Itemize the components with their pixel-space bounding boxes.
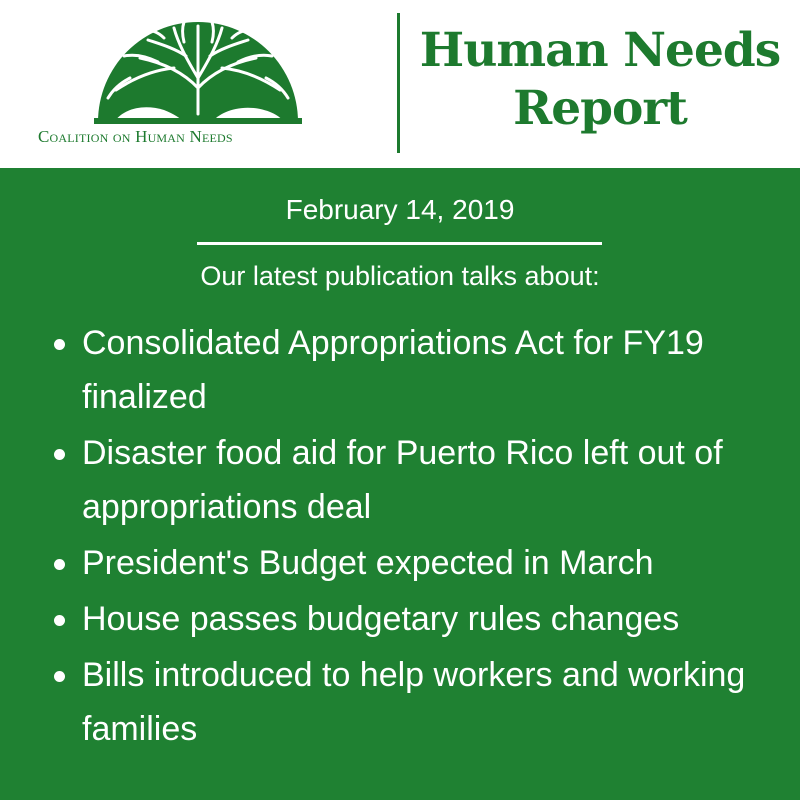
tree-logo-icon — [94, 18, 302, 124]
list-item — [82, 426, 782, 534]
topic-text: House passes budgetary rules changes — [82, 600, 680, 638]
list-item — [82, 648, 782, 756]
topic-text: Bills introduced to help workers and working families — [82, 656, 746, 748]
date-underline — [197, 242, 602, 245]
list-item — [82, 536, 782, 590]
bullet-icon — [54, 559, 65, 570]
bullet-icon — [54, 449, 65, 460]
bullet-icon — [54, 339, 65, 350]
bullet-icon — [54, 671, 65, 682]
report-title-line2: Report — [513, 81, 687, 136]
topic-text: President's Budget expected in March — [82, 544, 654, 582]
report-title-line1: Human Needs — [419, 23, 781, 78]
bullet-icon — [54, 615, 65, 626]
publication-date: February 14, 2019 — [285, 194, 515, 225]
report-title — [405, 22, 795, 138]
topic-text: Consolidated Appropriations Act for FY19 finalized — [82, 324, 704, 416]
list-item — [82, 316, 782, 424]
header-divider — [397, 13, 400, 153]
intro-text: Our latest publication talks about: — [200, 261, 600, 291]
topics-list — [82, 316, 782, 758]
organization-name: Coalition on Human Needs — [38, 127, 233, 146]
main-panel — [0, 168, 800, 800]
topic-text: Disaster food aid for Puerto Rico left out of appropriations deal — [82, 434, 723, 526]
list-item — [82, 592, 782, 646]
header — [0, 0, 800, 168]
